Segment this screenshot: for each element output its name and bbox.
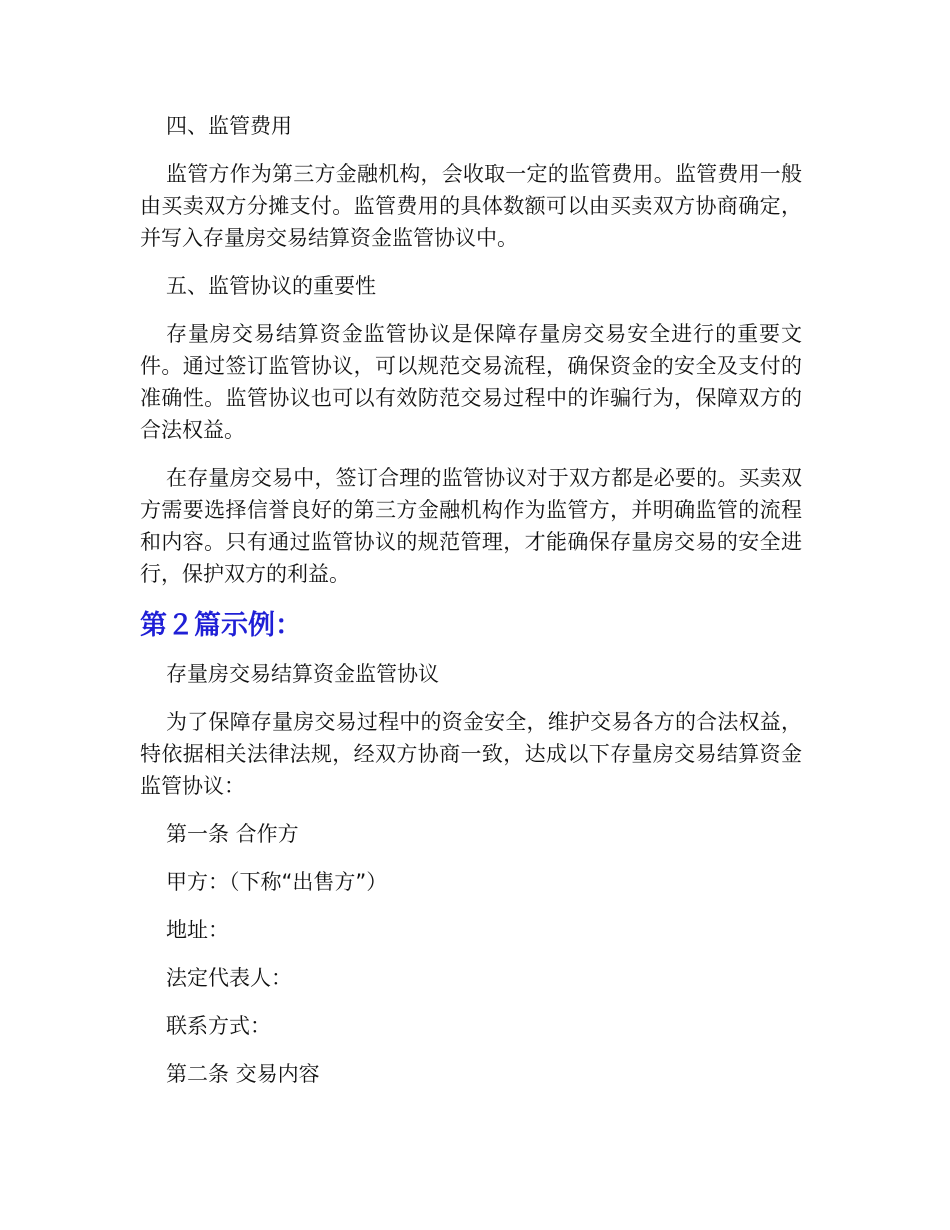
- paragraph-intro: 为了保障存量房交易过程中的资金安全，维护交易各方的合法权益，特依据相关法律法规，经双方协商一致，达成以下存量房交易结算资金监管协议：: [140, 710, 802, 798]
- address-line: 地址：: [166, 918, 229, 942]
- paragraph-fees: 监管方作为第三方金融机构，会收取一定的监管费用。监管费用一般由买卖双方分摊支付。监管费用的具体数额可以由买卖双方协商确定，并写入存量房交易结算资金监管协议中。: [140, 162, 802, 250]
- legal-representative-line: 法定代表人：: [166, 966, 292, 990]
- paragraph-importance: 存量房交易结算资金监管协议是保障存量房交易安全进行的重要文件。通过签订监管协议，可以规范交易流程，确保资金的安全及支付的准确性。监管协议也可以有效防范交易过程中的诈骗行为，保障双方的合法权益。: [140, 322, 802, 442]
- heading-agreement-importance: 五、监管协议的重要性: [166, 274, 376, 298]
- section-title-example-2: 第２篇示例：: [140, 610, 302, 641]
- party-a-line: 甲方：（下称“出售方”）: [166, 870, 388, 894]
- contact-line: 联系方式：: [166, 1014, 271, 1038]
- heading-supervision-fees: 四、监管费用: [166, 114, 292, 138]
- agreement-title: 存量房交易结算资金监管协议: [166, 662, 439, 686]
- document-page: [140, 110, 802, 1106]
- article-2-heading: 第二条 交易内容: [166, 1062, 320, 1086]
- paragraph-conclusion: 在存量房交易中，签订合理的监管协议对于双方都是必要的。买卖双方需要选择信誉良好的第三方金融机构作为监管方，并明确监管的流程和内容。只有通过监管协议的规范管理，才能确保存量房交易的安全进行，保护双方的利益。: [140, 466, 802, 586]
- article-1-heading: 第一条 合作方: [166, 822, 299, 846]
